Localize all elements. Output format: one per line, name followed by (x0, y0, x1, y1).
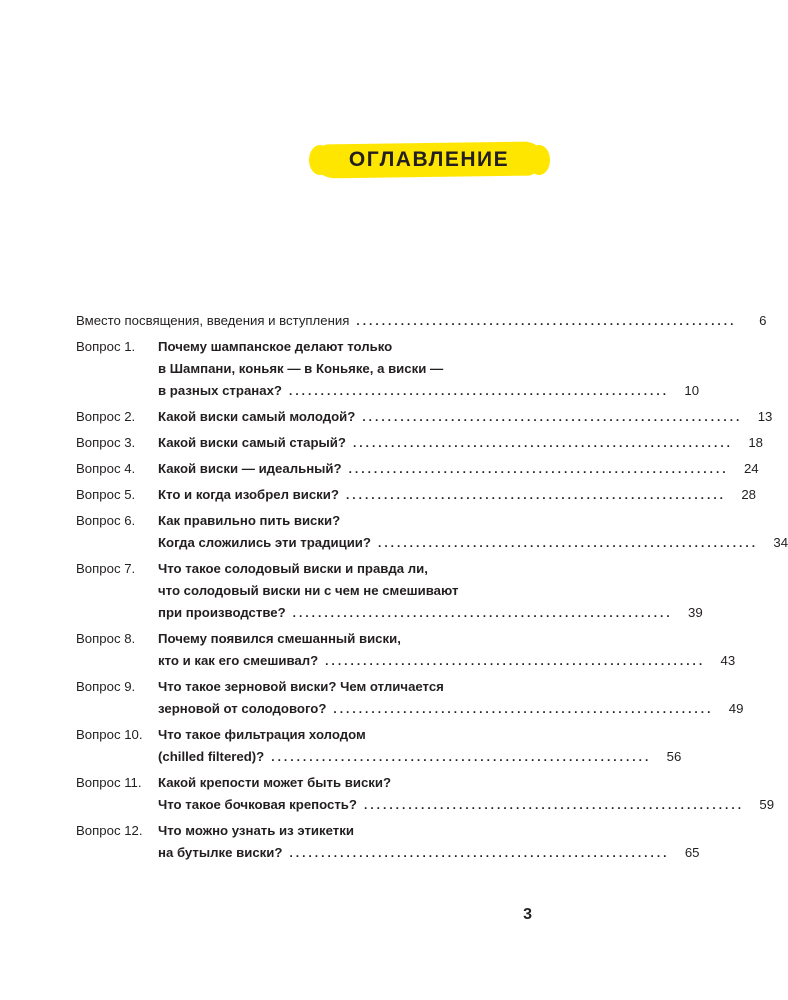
toc-entry[interactable] (76, 772, 775, 816)
toc-entry-title-line: на бутылке виски? (158, 845, 283, 860)
toc-entry-label: Вопрос 12. (76, 823, 143, 838)
toc-entry[interactable] (76, 458, 759, 480)
dot-leader: ............................................................ (362, 410, 743, 424)
dot-leader: ............................................................ (352, 436, 733, 450)
toc-heading-block (318, 139, 540, 179)
toc-entry-title-line: в Шампани, коньяк — в Коньяке, а виски — (158, 361, 444, 376)
toc-entry-label: Вопрос 10. (76, 727, 143, 742)
dot-leader: ............................................................ (292, 606, 673, 620)
toc-entry-label: Вопрос 1. (76, 339, 136, 354)
toc-entry-title-line: при производстве? (158, 605, 286, 620)
dot-leader: ............................................................ (289, 846, 670, 860)
toc-entry-title-line: Какой виски — идеальный? (158, 461, 342, 476)
toc-entry[interactable] (76, 558, 703, 624)
toc-entry-title-line: Что такое фильтрация холодом (158, 727, 366, 742)
toc-page-number: 6 (759, 313, 767, 328)
toc-entry[interactable] (76, 510, 788, 554)
dot-leader: ............................................................ (363, 798, 745, 812)
toc-entry[interactable] (76, 628, 736, 672)
toc-entry-title-line: (chilled filtered)? (158, 749, 265, 764)
toc-entry[interactable] (76, 336, 700, 402)
dot-leader: ............................................................ (345, 488, 726, 502)
toc-intro-entry[interactable] (76, 310, 767, 332)
toc-entry-title-line: что солодовый виски ни с чем не смешивают (158, 583, 459, 598)
folio-page-number: 3 (523, 906, 532, 923)
toc-entry[interactable] (76, 676, 744, 720)
page-title: ОГЛАВЛЕНИЕ (348, 148, 510, 171)
toc-entry-title-line: кто и как его смешивал? (158, 653, 319, 668)
toc-entry-title-line: Какой виски самый молодой? (158, 409, 356, 424)
toc-entry-label: Вопрос 2. (76, 409, 136, 424)
dot-leader: ............................................................ (356, 314, 737, 328)
toc-page-number: 10 (684, 383, 700, 398)
toc-entry-label: Вопрос 7. (76, 561, 136, 576)
toc-entry[interactable] (76, 406, 773, 428)
dot-leader: ............................................................ (325, 654, 706, 668)
toc-entry-title-line: Как правильно пить виски? (158, 513, 341, 528)
toc-entry-title-line: Что такое зерновой виски? Чем отличается (158, 679, 444, 694)
dot-leader: ............................................................ (377, 536, 759, 550)
toc-entry-title-line: зерновой от солодового? (158, 701, 327, 716)
toc-entry-title-line: Когда сложились эти традиции? (158, 535, 371, 550)
dot-leader: ............................................................ (348, 462, 729, 476)
toc-entry[interactable] (76, 820, 700, 864)
toc-page-number: 24 (743, 461, 759, 476)
toc-entry-title-line: Какой крепости может быть виски? (158, 775, 392, 790)
toc-entry-title-line: Что можно узнать из этикетки (158, 823, 354, 838)
toc-page-number: 28 (741, 487, 756, 502)
toc-entry-title-line: Кто и когда изобрел виски? (158, 487, 339, 502)
toc-entry[interactable] (76, 484, 756, 506)
dot-leader: ............................................................ (333, 702, 714, 716)
table-of-contents (76, 310, 788, 864)
toc-page-number: 65 (684, 845, 700, 860)
toc-entry-label: Вопрос 5. (76, 487, 136, 502)
toc-entry-title-line: Что такое солодовый виски и правда ли, (158, 561, 428, 576)
toc-entry-label: Вопрос 4. (76, 461, 136, 476)
toc-page-number: 18 (748, 435, 763, 450)
toc-entry-label: Вопрос 9. (76, 679, 136, 694)
toc-entry-label: Вопрос 8. (76, 631, 136, 646)
toc-page-number: 56 (666, 749, 682, 764)
toc-page-number: 43 (720, 653, 736, 668)
toc-intro-title: Вместо посвящения, введения и вступления (76, 313, 350, 328)
toc-page-number: 59 (759, 797, 775, 812)
toc-entry-title-line: Что такое бочковая крепость? (158, 797, 357, 812)
dot-leader: ............................................................ (288, 384, 670, 398)
toc-entry[interactable] (76, 432, 763, 454)
toc-entry-title-line: в разных странах? (158, 383, 282, 398)
toc-entry-title-line: Какой виски самый старый? (158, 435, 346, 450)
toc-entry-title-line: Почему шампанское делают только (158, 339, 393, 354)
toc-entry-label: Вопрос 3. (76, 435, 136, 450)
toc-entry-label: Вопрос 6. (76, 513, 136, 528)
toc-entry[interactable] (76, 724, 682, 768)
dot-leader: ............................................................ (271, 750, 652, 764)
toc-page-number: 34 (773, 535, 788, 550)
toc-entry-label: Вопрос 11. (76, 775, 142, 790)
toc-page-number: 39 (688, 605, 703, 620)
toc-page-number: 13 (757, 409, 773, 424)
toc-entry-title-line: Почему появился смешанный виски, (158, 631, 401, 646)
toc-page-number: 49 (728, 701, 744, 716)
